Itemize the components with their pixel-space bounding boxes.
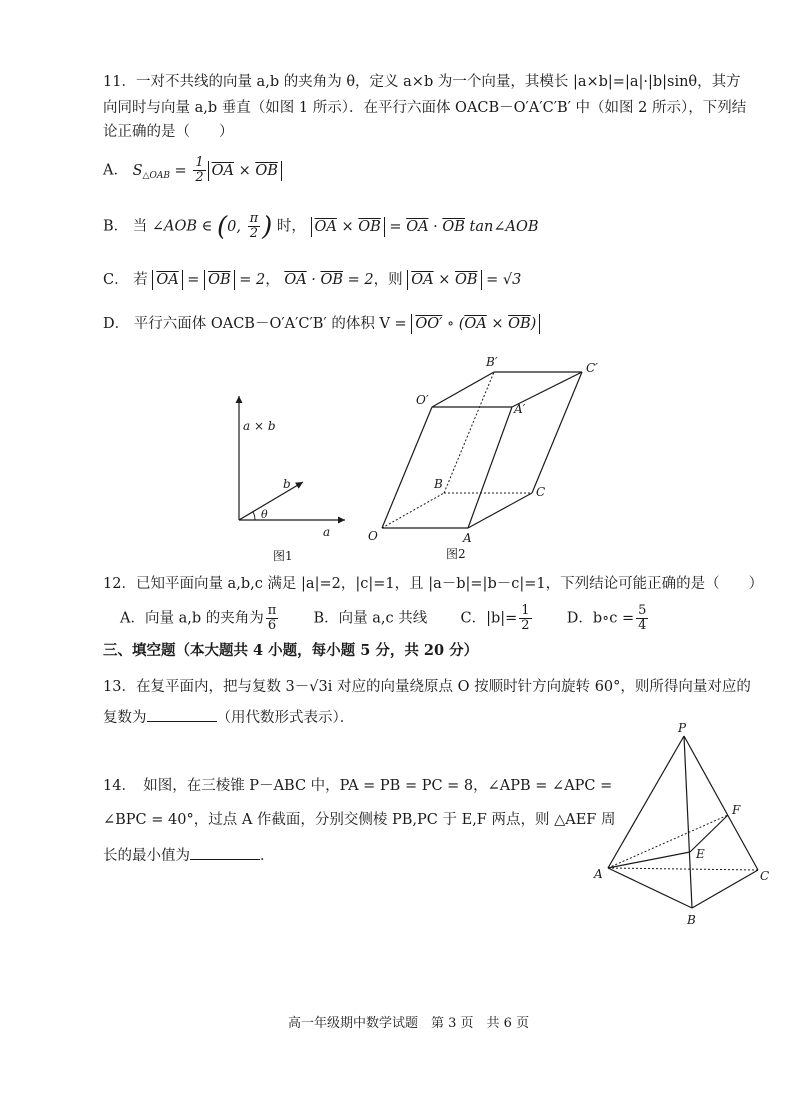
section-3-heading: 三、填空题（本大题共 4 小题，每小题 5 分，共 20 分） [103,642,479,659]
fig3-edge-AC [608,868,758,870]
q11-option-b-text3: 时， [276,218,306,235]
q13-line-1: 13．在复平面内，把与复数 3－√3i 对应的向量绕原点 O 按顺时针方向旋转 60°，则所得向量对应的 [103,679,751,695]
q11-option-c [103,270,521,290]
q11-option-b-text1: 当 [132,218,148,235]
figure-2 [360,350,620,565]
q11-option-b-formula: $\overline{OA} \times \overline{OB} = \overline{OA} \cdot \overline{OB}$ tan∠AOB [311,219,539,235]
fig2-edge-OB [382,493,444,528]
fig1-angle-arc [253,512,255,520]
q11-option-d [103,314,540,334]
q11-option-c-text3: ，则 [373,272,403,288]
fig3-edge-AE [608,852,690,868]
fig2-label-O: O [368,529,378,543]
q12-option-a: A．向量 a,b 的夹角为 [120,610,264,627]
fig3-edge-AF [608,815,728,868]
q12-option-a-frac: $\frac{\pi}{6}$ [267,603,277,633]
fig2-label-B: B [434,477,443,491]
q11-option-c-text2: ， [265,272,280,288]
q11-option-b-angle: ∠AOB ∈ [151,218,213,235]
fig2-label-B1: B′ [486,355,498,369]
q14-line-1: 14． 如图，在三棱锥 P－ABC 中，PA = PB = PC = 8，∠APB = ∠APC = [103,778,613,794]
fig2-label-C: C [536,485,546,499]
page-footer: 高一年级期中数学试题 第 3 页 共 6 页 [288,1016,530,1031]
q11-option-c-cond1: $\overline{OA} = \overline{OB} = 2$ [152,272,265,288]
q12-option-d-frac: $\frac{5}{4}$ [638,603,647,633]
q13-answer-blank[interactable] [147,707,217,722]
fig2-label-O1: O′ [416,393,429,407]
q11-option-d-text: 平行六面体 OACB－O′A′C′B′ 的体积 V = [133,316,407,332]
q11-option-a-formula: $S_{\triangle OAB}$ = $\frac{1}{2}$ $\overline{OA} \times \overline{OB}$ [133,163,282,179]
q12-option-d: D．b∘c = [566,610,635,627]
q11-option-b-label: B． [103,218,129,235]
fig3-edge-PA [608,736,684,868]
q11-option-a [103,156,282,186]
fig3-label-C: C [760,869,770,883]
fig2-edge-O1B1 [432,372,494,407]
figure-3-tetrahedron [590,718,780,933]
fig2-label-C1: C′ [586,361,598,375]
q13-line-2: 复数为 （用代数形式表示）． [103,707,354,728]
fig2-edge-BB1 [444,372,494,493]
fig3-label-P: P [678,721,687,735]
fig3-edge-BC [692,870,758,908]
fig1-label-a: a [323,525,331,539]
fig1-caption: 图1 [273,549,293,563]
q11-option-c-text1: 若 [133,272,148,288]
q11-option-c-result: $\overline{OA} \times \overline{OB} = √3$ [407,272,521,288]
q11-option-d-label: D． [103,316,130,332]
q12-options [120,604,650,633]
q12-stem: 12．已知平面向量 a,b,c 满足 |a|=2，|c|=1，且 |a－b|=|b－c|=1，下列结论可能正确的是（ ） [103,576,764,592]
fig3-label-B: B [687,913,696,927]
fig1-label-theta: θ [261,508,268,521]
q14-answer-blank[interactable] [190,845,260,860]
fig2-label-A1: A′ [514,402,526,416]
fig3-label-E: E [696,847,705,861]
q11-line-1: 11．一对不共线的向量 a,b 的夹角为 θ，定义 a×b 为一个向量，其模长 |a×b|=|a|·|b|sinθ，其方 [103,74,741,90]
fig2-edge-AC [468,493,532,528]
figure-1 [225,390,355,565]
fig3-label-A: A [594,867,603,881]
q11-option-b [103,212,539,241]
fig1-label-axb: a × b [243,419,276,433]
fig3-edge-PB [684,736,692,908]
fig1-label-b: b [283,477,291,491]
q11-option-b-interval: (0, $\frac{\pi}{2}$ ) [217,211,273,242]
q11-line-3: 论正确的是（ ） [103,124,234,140]
q11-option-c-label: C． [103,272,129,288]
fig2-caption: 图2 [446,547,466,561]
q12-option-b: B．向量 a,c 共线 [313,610,428,627]
q14-line-3: 长的最小值为 ． [103,845,275,866]
fig3-edge-AB [608,868,692,908]
q11-option-a-label: A． [103,162,128,179]
fig2-edge-AA1 [468,407,512,528]
fig2-label-A: A [463,531,472,545]
q14-line-2: ∠BPC = 40°，过点 A 作截面，分别交侧棱 PB,PC 于 E,F 两点，则 △AEF 周 [103,812,616,828]
q12-option-c: C．|b|= [460,610,518,627]
fig1-vector-b [239,482,303,520]
fig3-label-F: F [732,803,741,817]
fig2-edge-OO1 [382,407,432,528]
fig2-edge-CC1 [532,372,582,493]
q11-line-2: 向同时与向量 a,b 垂直（如图 1 所示）．在平行六面体 OACB－O′A′C′B′ 中（如图 2 所示），下列结 [103,100,747,116]
q12-option-c-frac: $\frac{1}{2}$ [521,603,530,633]
q11-option-c-cond2: $\overline{OA} \cdot \overline{OB} = 2$ [284,272,374,288]
q11-option-d-formula: OO′ ∘ $(\overline{OA} \times \overline{OB})$ [411,316,540,332]
